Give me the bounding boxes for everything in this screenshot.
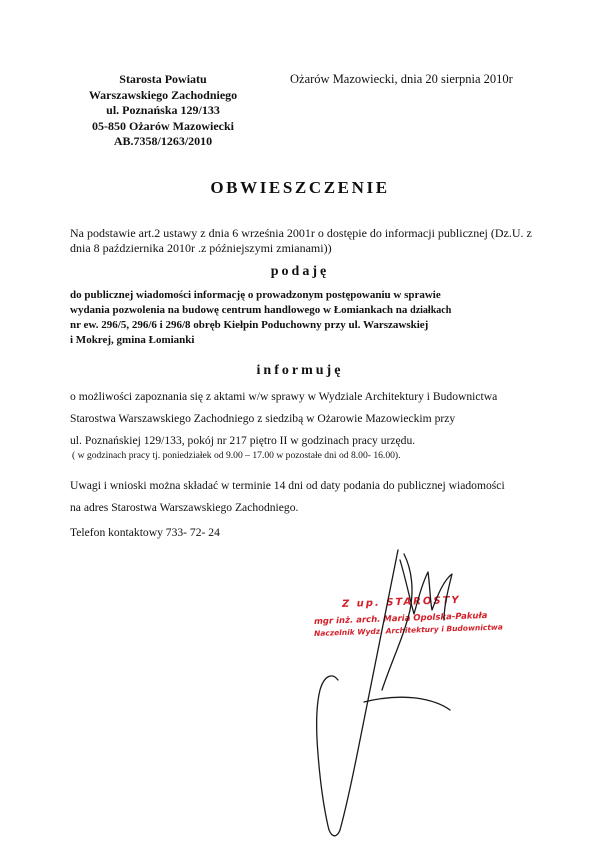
office-hours: ( w godzinach pracy tj. poniedziałek od 9.00 – 17.00 w pozostałe dni od 8.00- 16.00). bbox=[72, 450, 401, 461]
info-line: o możliwości zapoznania się z aktami w/w sprawy w Wydziale Architektury i Budownictwa bbox=[70, 390, 498, 403]
announcement-line: nr ew. 296/5, 296/6 i 296/8 obręb Kiełpin Poduchowny przy ul. Warszawskiej bbox=[70, 319, 429, 331]
info-paragraph bbox=[70, 386, 550, 452]
comments-line: na adres Starostwa Warszawskiego Zachodniego. bbox=[70, 501, 299, 514]
announcement-line: do publicznej wiadomości informację o prowadzonym postępowaniu w sprawie bbox=[70, 289, 441, 301]
info-line: Starostwa Warszawskiego Zachodniego z siedzibą w Ożarowie Mazowieckim przy bbox=[70, 412, 456, 425]
sender-line: ul. Poznańska 129/133 bbox=[106, 103, 220, 117]
contact-phone: Telefon kontaktowy 733- 72- 24 bbox=[70, 526, 220, 539]
place-date: Ożarów Mazowiecki, dnia 20 sierpnia 2010r bbox=[290, 72, 513, 86]
sender-line: Warszawskiego Zachodniego bbox=[88, 87, 238, 102]
stamp-line: mgr inż. arch. Maria Opolska-Pakuła bbox=[313, 610, 488, 627]
announcement-line-part: wydania pozwolenia na budowę centrum handlowego w Łomiankach na bbox=[70, 303, 411, 316]
announcement-line bbox=[70, 303, 540, 319]
signature-stroke bbox=[400, 560, 452, 620]
announcement-line-part: działkach bbox=[410, 304, 452, 316]
sender-line: 05-850 Ożarów Mazowiecki bbox=[92, 118, 234, 133]
signature-stroke bbox=[317, 550, 398, 836]
info-line: ul. Poznańskiej 129/133, pokój nr 217 piętro II w godzinach pracy urzędu. bbox=[70, 434, 416, 447]
heading-informuje: informuję bbox=[256, 363, 344, 378]
legal-basis: Na podstawie art.2 ustawy z dnia 6 września 2001r o dostępie do informacji publicznej (Dz.U. z dnia 8 października 2010r .z późniejszymi zmianami)) bbox=[70, 226, 532, 255]
document-title: OBWIESZCZENIE bbox=[210, 178, 390, 197]
announcement-line: i Mokrej, gmina Łomianki bbox=[70, 333, 195, 346]
stamp-line: Naczelnik Wydz. Architektury i Budownictwa bbox=[313, 622, 503, 638]
signature-stroke bbox=[382, 554, 412, 690]
comments-line: Uwagi i wnioski można składać w terminie 14 dni od daty podania do publicznej wiadomości bbox=[70, 479, 505, 492]
sender-block bbox=[68, 72, 258, 150]
announcement-paragraph bbox=[70, 288, 540, 347]
signature bbox=[280, 540, 470, 840]
stamp-line: Z up. STAROSTY bbox=[341, 594, 461, 611]
sender-line: Starosta Powiatu bbox=[119, 72, 207, 86]
heading-podaje: podaję bbox=[270, 264, 330, 279]
signature-stroke bbox=[364, 697, 450, 710]
case-number: AB.7358/1263/2010 bbox=[113, 134, 213, 148]
comments-paragraph bbox=[70, 475, 550, 519]
